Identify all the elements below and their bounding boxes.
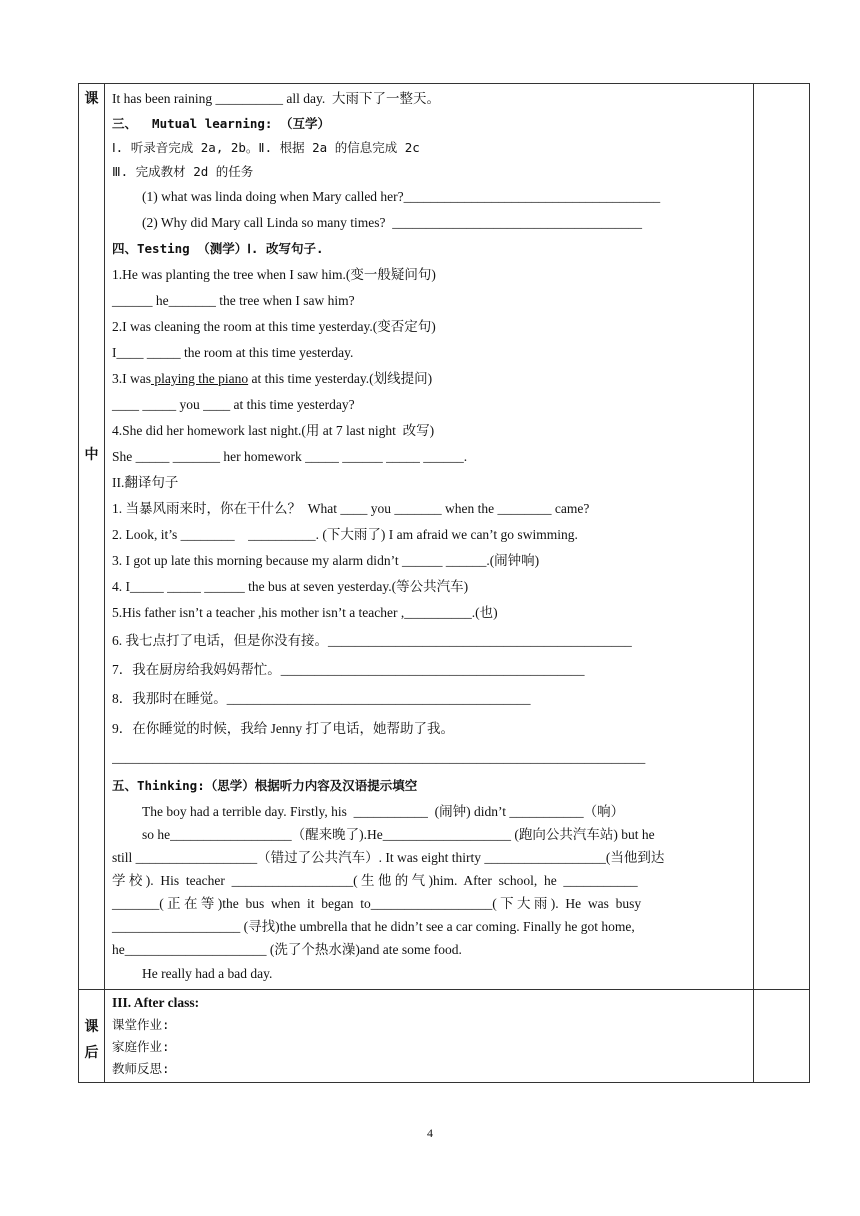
translate-9-answer-line: _______________________________________________________________________________	[112, 750, 646, 765]
notes-column-2	[754, 990, 810, 1083]
rewrite-3-blank: ____ _____ you ____ at this time yesterday?	[112, 397, 355, 412]
rewrite-2: 2.I was cleaning the room at this time yesterday.(变否定句)	[112, 319, 436, 334]
rewrite-4-blank: She _____ _______ her homework _____ ______ _____ ______.	[112, 449, 468, 464]
side-char-ke: 课	[84, 92, 99, 107]
translate-8: 8．我那时在睡觉。_____________________________________________	[112, 691, 531, 706]
translate-6: 6. 我七点打了电话，但是你没有接。_____________________________________________	[112, 633, 632, 648]
translate-9: 9．在你睡觉的时候，我给 Jenny 打了电话，她帮助了我。	[112, 721, 454, 736]
teacher-reflection-label: 教师反思:	[112, 1061, 170, 1076]
translate-4: 4. I_____ _____ ______ the bus at seven yesterday.(等公共汽车)	[112, 579, 469, 594]
translate-1: 1. 当暴风雨来时，你在干什么？ What ____ you _______ when the ________ came?	[112, 501, 590, 516]
line-2d-task: Ⅲ. 完成教材 2d 的任务	[112, 164, 254, 179]
translate-5: 5.His father isn’t a teacher ,his mother isn’t a teacher ,__________.(也)	[112, 605, 498, 620]
side-char-ke-2: 课	[84, 1020, 99, 1035]
side-label-after-class	[79, 990, 105, 1083]
story-line-8: He really had a bad day.	[142, 966, 273, 981]
side-char-zhong: 中	[84, 448, 99, 463]
side-char-hou: 后	[84, 1046, 99, 1061]
rewrite-3-start: 3.I was	[112, 371, 151, 386]
translate-3: 3. I got up late this morning because my alarm didn’t ______ ______.(闹钟响)	[112, 553, 540, 568]
rewrite-3	[112, 366, 747, 392]
lesson-table	[78, 83, 810, 1083]
line-listening-task: Ⅰ. 听录音完成 2a, 2b。Ⅱ. 根据 2a 的信息完成 2c	[112, 140, 420, 155]
rewrite-3-underlined: playing the piano	[151, 371, 249, 386]
rewrite-1-blank: ______ he_______ the tree when I saw him?	[112, 293, 355, 308]
story-line-1: The boy had a terrible day. Firstly, his ___________ (闹钟) didn’t ___________（响）	[142, 804, 625, 819]
rewrite-2-blank: I____ _____ the room at this time yesterday.	[112, 345, 354, 360]
question-1: (1) what was linda doing when Mary called her?______________________________________	[142, 189, 661, 204]
after-class-content	[105, 990, 754, 1083]
story-line-2: so he__________________（醒来晚了).He___________________ (跑向公共汽车站) but he	[142, 827, 655, 842]
translate-2: 2. Look, it’s ________ __________. (下大雨了) I am afraid we can’t go swimming.	[112, 527, 578, 542]
page-number: 4	[427, 1126, 433, 1140]
in-class-row	[79, 84, 810, 990]
heading-translate: II.翻译句子	[112, 475, 179, 490]
question-2: (2) Why did Mary call Linda so many times? _____________________________________	[142, 215, 642, 230]
story-line-5: _______( 正 在 等 )the bus when it began to__________________( 下 大 雨 ). He was busy	[112, 896, 642, 911]
heading-after-class: III. After class:	[112, 995, 200, 1010]
line-raining: It has been raining __________ all day. 大雨下了一整天。	[112, 91, 440, 106]
home-homework-label: 家庭作业:	[112, 1039, 170, 1054]
class-homework-label: 课堂作业:	[112, 1017, 170, 1032]
heading-mutual-learning: 三、 Mutual learning: （互学）	[112, 116, 330, 131]
notes-column	[754, 84, 810, 990]
after-class-row	[79, 990, 810, 1083]
heading-thinking: 五、Thinking:（思学）根据听力内容及汉语提示填空	[112, 778, 418, 793]
side-label-in-class	[79, 84, 105, 990]
in-class-content	[105, 84, 754, 990]
story-line-4: 学 校 ). His teacher __________________( 生 他 的 气 )him. After school, he ___________	[112, 873, 638, 888]
heading-testing: 四、Testing （测学）Ⅰ. 改写句子.	[112, 241, 324, 256]
story-line-3: still __________________（错过了公共汽车）. It was eight thirty __________________(当他到达	[112, 850, 665, 865]
translate-7: 7．我在厨房给我妈妈帮忙。_____________________________________________	[112, 662, 585, 677]
rewrite-1: 1.He was planting the tree when I saw him.(变一般疑问句)	[112, 267, 436, 282]
story-line-7: he_____________________ (洗了个热水澡)and ate some food.	[112, 942, 462, 957]
rewrite-4: 4.She did her homework last night.(用 at 7 last night 改写)	[112, 423, 435, 438]
story-line-6: ___________________ (寻找)the umbrella that he didn’t see a car coming. Finally he got home,	[112, 919, 635, 934]
rewrite-3-end: at this time yesterday.(划线提问)	[248, 371, 433, 386]
